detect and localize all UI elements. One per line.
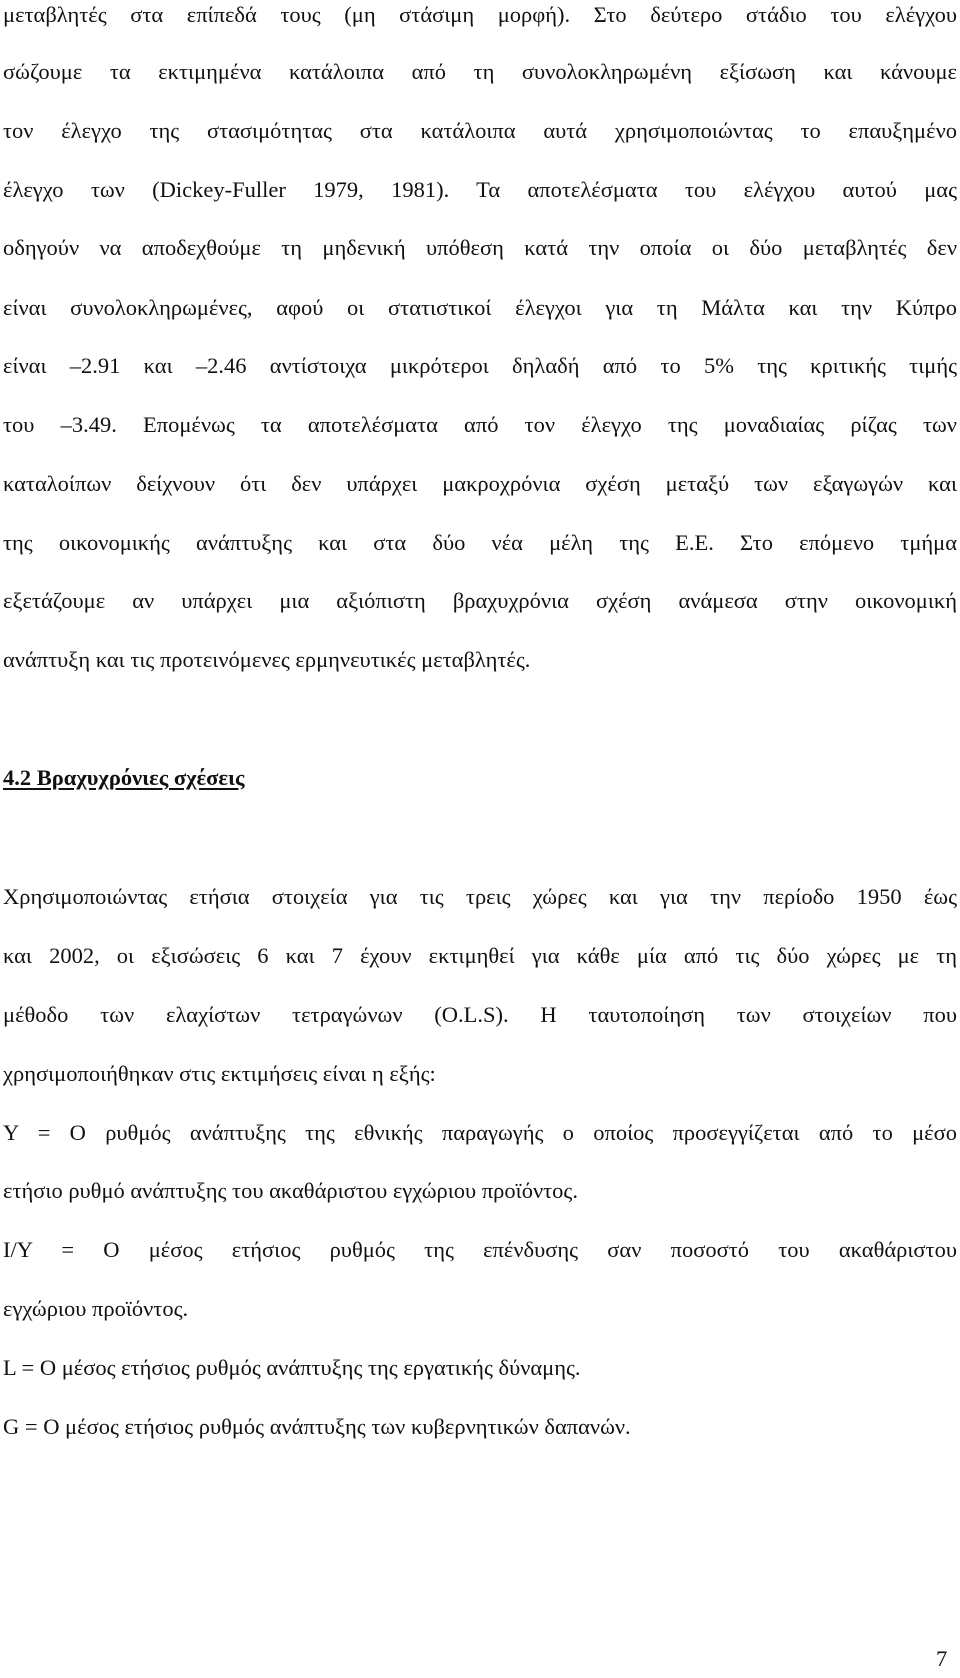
definition-l: L = Ο μέσος ετήσιος ρυθμός ανάπτυξης της εργατικής δύναμης. bbox=[3, 1355, 581, 1380]
paragraph-1-line-2: σώζουμε τα εκτιμημένα κατάλοιπα από τη συνολοκληρωμένη εξίσωση και κάνουμε bbox=[3, 59, 957, 84]
paragraph-2-line-2: και 2002, οι εξισώσεις 6 και 7 έχουν εκτιμηθεί για κάθε μία από τις δύο χώρες με τη bbox=[3, 943, 957, 968]
definition-y-line-1: Y = Ο ρυθμός ανάπτυξης της εθνικής παραγωγής ο οποίος προσεγγίζεται από το μέσο bbox=[3, 1120, 957, 1145]
paragraph-1-line-11: εξετάζουμε αν υπάρχει μια αξιόπιστη βραχυχρόνια σχέση ανάμεσα στην οικονομική bbox=[3, 588, 957, 613]
paragraph-1-line-3: τον έλεγχο της στασιμότητας στα κατάλοιπα αυτά χρησιμοποιώντας το επαυξημένο bbox=[3, 118, 957, 143]
definition-iy-line-2: εγχώριου προϊόντος. bbox=[3, 1296, 189, 1321]
paragraph-1-line-10: της οικονομικής ανάπτυξης και στα δύο νέα μέλη της Ε.Ε. Στο επόμενο τμήμα bbox=[3, 530, 957, 555]
section-heading: 4.2 Βραχυχρόνιες σχέσεις bbox=[3, 765, 245, 790]
paragraph-1-line-1: μεταβλητές στα επίπεδά τους (μη στάσιμη μορφή). Στο δεύτερο στάδιο του ελέγχου bbox=[3, 2, 957, 27]
page-number: 7 bbox=[936, 1646, 948, 1671]
paragraph-1-line-7: είναι –2.91 και –2.46 αντίστοιχα μικρότεροι δηλαδή από το 5% της κριτικής τιμής bbox=[3, 353, 957, 378]
paragraph-2-line-1: Χρησιμοποιώντας ετήσια στοιχεία για τις τρεις χώρες και για την περίοδο 1950 έως bbox=[3, 884, 957, 909]
paragraph-1-line-9: καταλοίπων δείχνουν ότι δεν υπάρχει μακροχρόνια σχέση μεταξύ των εξαγωγών και bbox=[3, 471, 957, 496]
definition-g: G = Ο μέσος ετήσιος ρυθμός ανάπτυξης των κυβερνητικών δαπανών. bbox=[3, 1414, 631, 1439]
definition-iy-line-1: I/Y = Ο μέσος ετήσιος ρυθμός της επένδυσης σαν ποσοστό του ακαθάριστου bbox=[3, 1237, 957, 1262]
paragraph-1-line-6: είναι συνολοκληρωμένες, αφού οι στατιστικοί έλεγχοι για τη Μάλτα και την Κύπρο bbox=[3, 295, 957, 320]
paragraph-1-line-12: ανάπτυξη και τις προτεινόμενες ερμηνευτικές μεταβλητές. bbox=[3, 647, 531, 672]
paragraph-1-line-4: έλεγχο των (Dickey-Fuller 1979, 1981). Τα αποτελέσματα του ελέγχου αυτού μας bbox=[3, 177, 957, 202]
paragraph-1-line-8: του –3.49. Επομένως τα αποτελέσματα από τον έλεγχο της μοναδιαίας ρίζας των bbox=[3, 412, 957, 437]
paragraph-1-line-5: οδηγούν να αποδεχθούμε τη μηδενική υπόθεση κατά την οποία οι δύο μεταβλητές δεν bbox=[3, 235, 957, 260]
paragraph-2-line-3: μέθοδο των ελαχίστων τετραγώνων (O.L.S). Η ταυτοποίηση των στοιχείων που bbox=[3, 1002, 957, 1027]
definition-y-line-2: ετήσιο ρυθμό ανάπτυξης του ακαθάριστου εγχώριου προϊόντος. bbox=[3, 1178, 578, 1203]
paragraph-2-line-4: χρησιμοποιήθηκαν στις εκτιμήσεις είναι η εξής: bbox=[3, 1061, 436, 1086]
